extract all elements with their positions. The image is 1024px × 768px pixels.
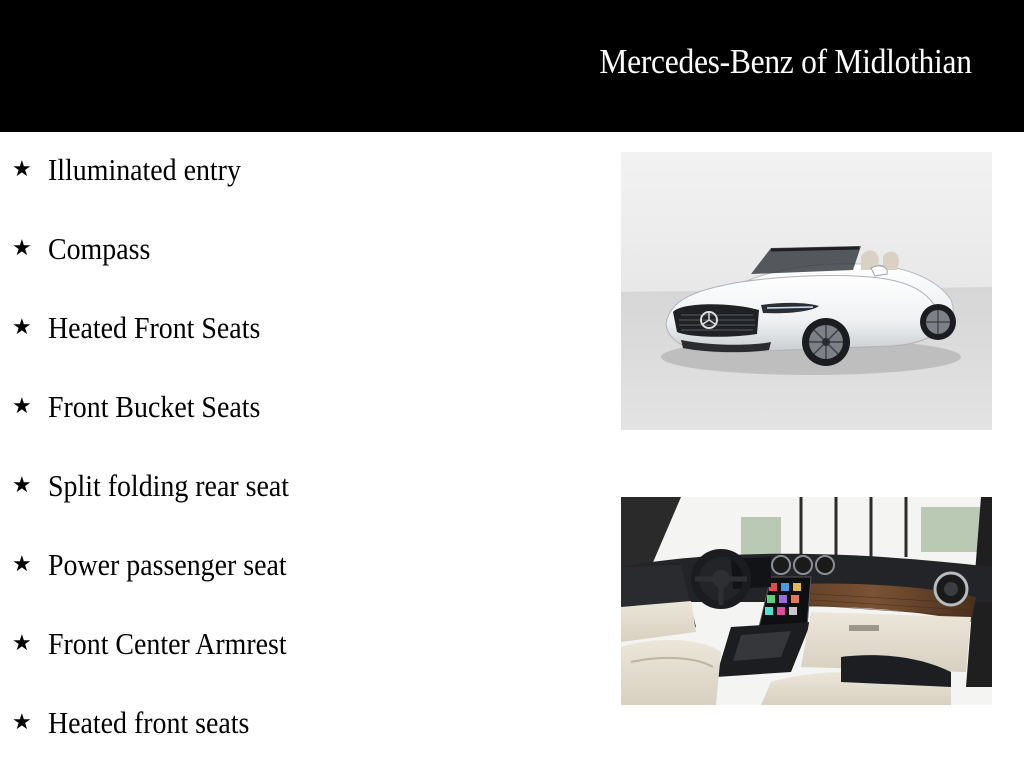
interior-car-photo (621, 497, 992, 705)
feature-item (12, 367, 572, 446)
star-icon: ★ (12, 156, 32, 182)
feature-label: Heated Front Seats (48, 309, 261, 345)
star-icon: ★ (12, 472, 32, 498)
feature-label: Front Bucket Seats (48, 388, 261, 424)
feature-item (12, 446, 572, 525)
header-bar (0, 0, 1024, 132)
feature-label: Heated front seats (48, 704, 250, 740)
feature-item (12, 209, 572, 288)
feature-list (12, 150, 572, 768)
feature-item (12, 683, 572, 762)
star-icon: ★ (12, 709, 32, 735)
feature-item (12, 604, 572, 683)
feature-label: Compass (48, 230, 151, 266)
star-icon: ★ (12, 630, 32, 656)
dealer-name: Mercedes-Benz of Midlothian (599, 42, 972, 81)
feature-item (12, 525, 572, 604)
feature-item (12, 288, 572, 367)
star-icon: ★ (12, 393, 32, 419)
feature-label: Illuminated entry (48, 151, 241, 187)
feature-label: Front Center Armrest (48, 625, 287, 661)
star-icon: ★ (12, 551, 32, 577)
feature-label: Power passenger seat (48, 546, 287, 582)
feature-label: Split folding rear seat (48, 467, 289, 503)
exterior-car-photo (621, 152, 992, 430)
star-icon: ★ (12, 235, 32, 261)
star-icon: ★ (12, 314, 32, 340)
feature-item (12, 130, 572, 209)
